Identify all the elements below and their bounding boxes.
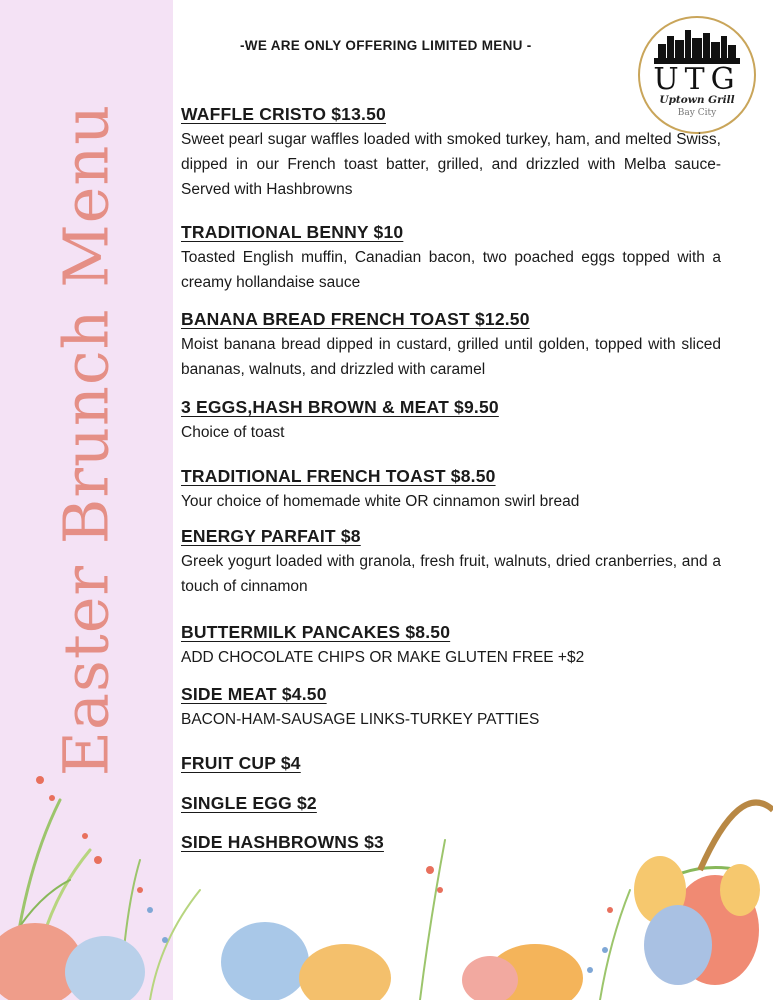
item-description: Greek yogurt loaded with granola, fresh fruit, walnuts, dried cranberries, and a touch of cinnamon [181, 553, 721, 595]
logo-letters: UTG [653, 62, 741, 97]
menu-item [181, 684, 721, 732]
easter-decoration [0, 740, 773, 1000]
item-description: Moist banana bread dipped in custard, grilled until golden, topped with sliced bananas, walnuts, and drizzled with caramel [181, 336, 721, 378]
item-title: ENERGY PARFAIT $8 [181, 526, 361, 546]
item-title: TRADITIONAL BENNY $10 [181, 222, 404, 242]
item-description: Toasted English muffin, Canadian bacon, two poached eggs topped with a creamy hollandaise sauce [181, 249, 721, 291]
menu-item [181, 466, 721, 514]
item-description: Sweet pearl sugar waffles loaded with smoked turkey, ham, and melted Swiss, dipped in our French toast batter, grilled, and drizzled with Melba sauce- Served with Hashbrowns [181, 131, 721, 198]
menu-item [181, 222, 721, 295]
item-title: SIDE MEAT $4.50 [181, 684, 327, 704]
item-title: BUTTERMILK PANCAKES $8.50 [181, 622, 451, 642]
item-title: TRADITIONAL FRENCH TOAST $8.50 [181, 466, 496, 486]
skyline-icon [640, 18, 754, 68]
menu-item [181, 622, 721, 670]
menu-item [181, 309, 721, 382]
menu-item [181, 104, 721, 202]
menu-item [181, 397, 721, 445]
logo-name: Uptown Grill [659, 94, 735, 106]
item-description: Choice of toast [181, 424, 285, 441]
flower-dots [36, 776, 613, 913]
watermark: menu|ix [540, 905, 603, 925]
item-title: SINGLE EGG $2 [181, 793, 317, 813]
item-description: Your choice of homemade white OR cinnamon swirl bread [181, 493, 580, 510]
logo-city: Bay City [677, 108, 717, 118]
item-title: FRUIT CUP $4 [181, 753, 301, 773]
menu-item [181, 526, 721, 599]
item-description: BACON-HAM-SAUSAGE LINKS-TURKEY PATTIES [181, 711, 540, 728]
item-title: 3 EGGS,HASH BROWN & MEAT $9.50 [181, 397, 499, 417]
item-title: WAFFLE CRISTO $13.50 [181, 104, 386, 124]
side-title: Easter Brunch Menu [49, 103, 123, 777]
item-description: ADD CHOCOLATE CHIPS OR MAKE GLUTEN FREE +$2 [181, 649, 585, 666]
item-title: SIDE HASHBROWNS $3 [181, 832, 384, 852]
menu-notice: -WE ARE ONLY OFFERING LIMITED MENU - [240, 38, 532, 53]
item-title: BANANA BREAD FRENCH TOAST $12.50 [181, 309, 530, 329]
easter-eggs [0, 856, 760, 1000]
basket-handle [700, 803, 773, 871]
